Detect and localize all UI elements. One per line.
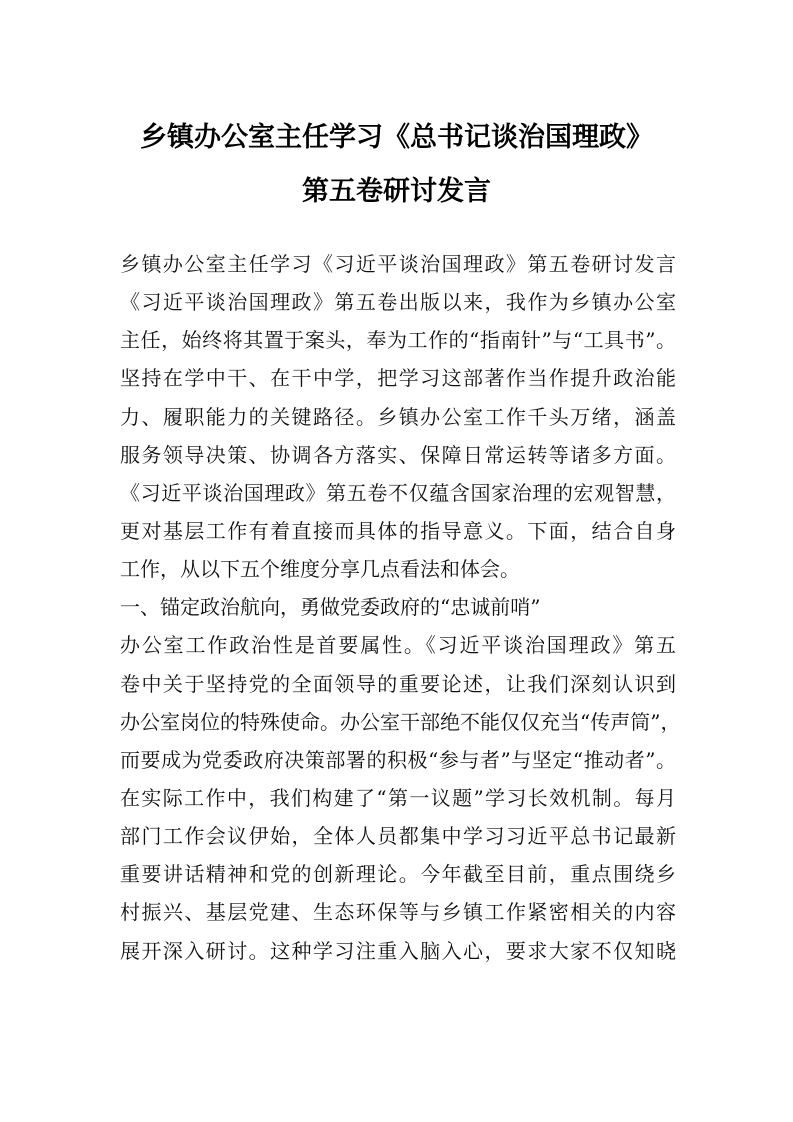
body-line: 坚持在学中干、在干中学，把学习这部著作当作提升政治能 [120, 366, 676, 391]
body-line: 服务领导决策、协调各方落实、保障日常运转等诸多方面。 [120, 442, 676, 467]
body-line: 展开深入研讨。这种学习注重入脑入心，要求大家不仅知晓 [120, 938, 676, 963]
body-line: 工作，从以下五个维度分享几点看法和体会。 [120, 557, 520, 582]
body-line: 力、履职能力的关键路径。乡镇办公室工作千头万绪，涵盖 [120, 404, 676, 429]
body-line: 村振兴、基层党建、生态环保等与乡镇工作紧密相关的内容 [120, 900, 676, 925]
body-line: 而要成为党委政府决策部署的积极“参与者”与坚定“推动者”。 [120, 747, 676, 772]
document-title-line-1: 乡镇办公室主任学习《总书记谈治国理政》 [140, 122, 653, 153]
body-line: 《习近平谈治国理政》第五卷出版以来，我作为乡镇办公室 [120, 290, 676, 315]
body-line: 在实际工作中，我们构建了“第一议题”学习长效机制。每月 [120, 785, 676, 810]
body-line: 主任，始终将其置于案头，奉为工作的“指南针”与“工具书”。 [120, 328, 676, 353]
body-line: 重要讲话精神和党的创新理论。今年截至目前，重点围绕乡 [120, 862, 676, 887]
document-body [120, 245, 681, 970]
body-line: 《习近平谈治国理政》第五卷不仅蕴含国家治理的宏观智慧， [120, 480, 676, 505]
body-line: 部门工作会议伊始，全体人员都集中学习习近平总书记最新 [120, 824, 676, 849]
body-line: 更对基层工作有着直接而具体的指导意义。下面，结合自身 [120, 518, 676, 543]
document-title-line-2: 第五卷研讨发言 [302, 176, 491, 207]
body-line: 办公室工作政治性是首要属性。《习近平谈治国理政》第五 [120, 633, 676, 658]
body-line: 乡镇办公室主任学习《习近平谈治国理政》第五卷研讨发言 [120, 252, 676, 276]
body-line: 办公室岗位的特殊使命。办公室干部绝不能仅仅充当“传声筒”， [120, 709, 681, 734]
body-line: 卷中关于坚持党的全面领导的重要论述，让我们深刻认识到 [120, 671, 676, 696]
section-heading: 一、锚定政治航向，勇做党委政府的“忠诚前哨” [120, 595, 541, 620]
